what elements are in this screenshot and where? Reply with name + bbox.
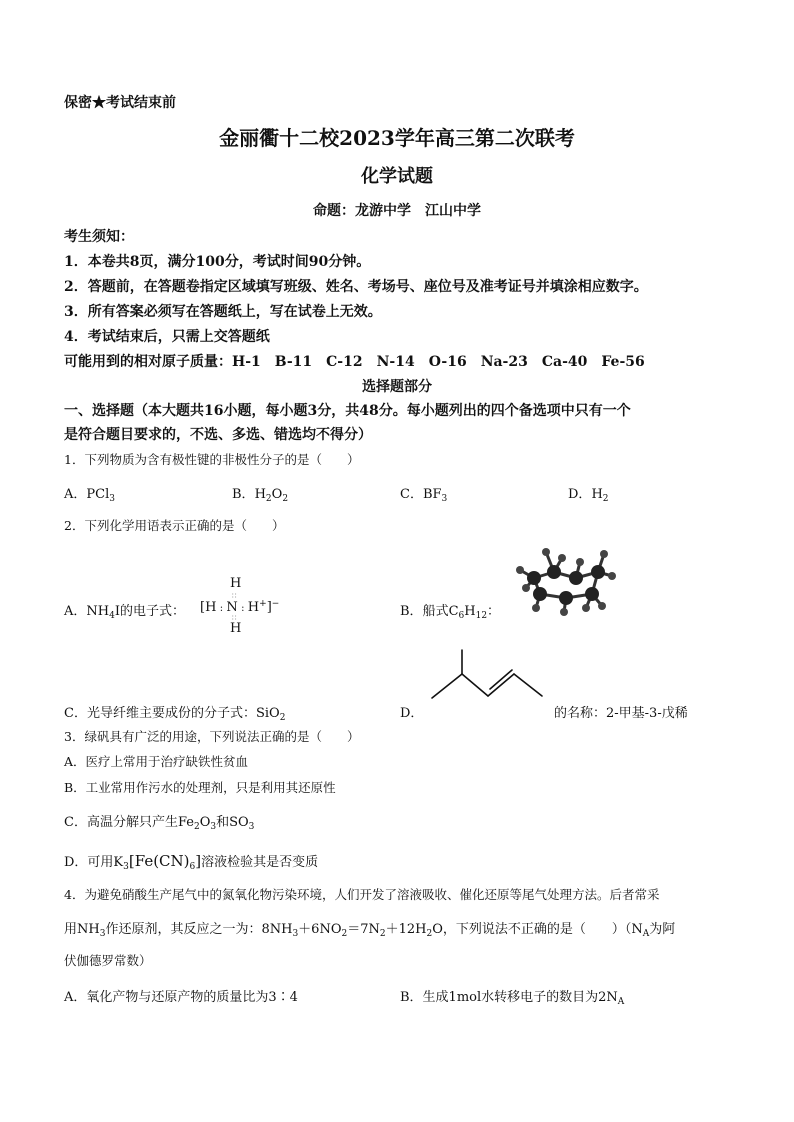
- q3-option-b: B．工业常用作污水的处理剂，只是利用其还原性: [64, 780, 336, 795]
- q3-option-d: D．可用$K_3[Fe(CN)_6]$溶液检验其是否变质: [64, 852, 319, 872]
- q4-option-a: A．氧化产物与还原产物的质量比为3∶4: [64, 990, 298, 1005]
- q2-option-a: A．$NH_4I$的电子式：: [64, 604, 185, 621]
- q3-option-c: C．高温分解只产生$Fe_2O_3$和$SO_3$: [64, 815, 255, 832]
- q2-option-b: B．船式$C_6H_{12}$：: [400, 604, 501, 621]
- notice-item: 4．考试结束后，只需上交答题纸: [64, 329, 270, 345]
- q4-stem-line1: 4．为避免硝酸生产尾气中的氮氧化物污染环境，人们开发了溶液吸收、催化还原等尾气处理方法。后者常采: [64, 887, 660, 902]
- section-instruction: 是符合题目要求的，不选、多选、错选均不得分）: [64, 427, 372, 443]
- skeletal-formula: [430, 648, 550, 704]
- section-title: 选择题部分: [362, 379, 432, 395]
- boat-cyclohexane-model: [506, 542, 622, 618]
- q2-option-c: C．光导纤维主要成份的分子式：SiO$_2$: [64, 706, 286, 723]
- q1-option-b: B．$H_2O_2$: [232, 487, 289, 504]
- q4-stem-line2: 用$NH_3$作还原剂，其反应之一为：$8NH_3+6NO_2=7N_2+12H_2O$，下列说法不正确的是（ ）（$N_A$为阿: [64, 922, 676, 939]
- atomic-masses: 可能用到的相对原子质量：H-1 B-11 C-12 N-14 O-16 Na-23 Ca-40 Fe-56: [64, 354, 645, 370]
- q2-option-d-label: D．: [400, 706, 424, 721]
- exam-title: 金丽衢十二校2023学年高三第二次联考: [219, 126, 575, 150]
- section-instruction: 一、选择题（本大题共16小题，每小题3分，共48分。每小题列出的四个备选项中只有一个: [64, 403, 631, 419]
- notice-heading: 考生须知：: [64, 229, 134, 245]
- dot-h-bottom: H: [230, 621, 242, 636]
- subject-title: 化学试题: [361, 166, 433, 187]
- q1-stem: 1．下列物质为含有极性键的非极性分子的是（ ）: [64, 452, 360, 467]
- q4-option-b: B．生成1mol水转移电子的数目为$2N_A$: [400, 990, 625, 1007]
- electron-pair-bottom: ∷: [232, 614, 237, 622]
- q1-option-d: D．$H_2$: [568, 487, 609, 504]
- electron-pair-top: ∷: [232, 592, 237, 600]
- q2-stem: 2．下列化学用语表示正确的是（ ）: [64, 518, 285, 533]
- confidential-mark: 保密★考试结束前: [64, 95, 176, 111]
- notice-item: 1．本卷共8页，满分100分，考试时间90分钟。: [64, 254, 371, 270]
- notice-item: 3．所有答案必须写在答题纸上，写在试卷上无效。: [64, 304, 382, 320]
- q1-option-a: A．PCl$_3$: [64, 487, 115, 504]
- authors: 命题：龙游中学 江山中学: [313, 203, 481, 219]
- q3-option-a: A．医疗上常用于治疗缺铁性贫血: [64, 754, 249, 769]
- q4-stem-line3: 伏伽德罗常数）: [64, 953, 152, 968]
- q1-option-c: C．$BF_3$: [400, 487, 448, 504]
- notice-item: 2．答题前，在答题卷指定区域填写班级、姓名、考场号、座位号及准考证号并填涂相应数字。: [64, 279, 648, 295]
- electron-dot-formula: [H : N : H+]−: [200, 599, 280, 615]
- q2-option-d-name: 的名称：2-甲基-3-戊稀: [554, 706, 688, 721]
- dot-h-top: H: [230, 576, 242, 591]
- q3-stem: 3．绿矾具有广泛的用途，下列说法正确的是（ ）: [64, 729, 360, 744]
